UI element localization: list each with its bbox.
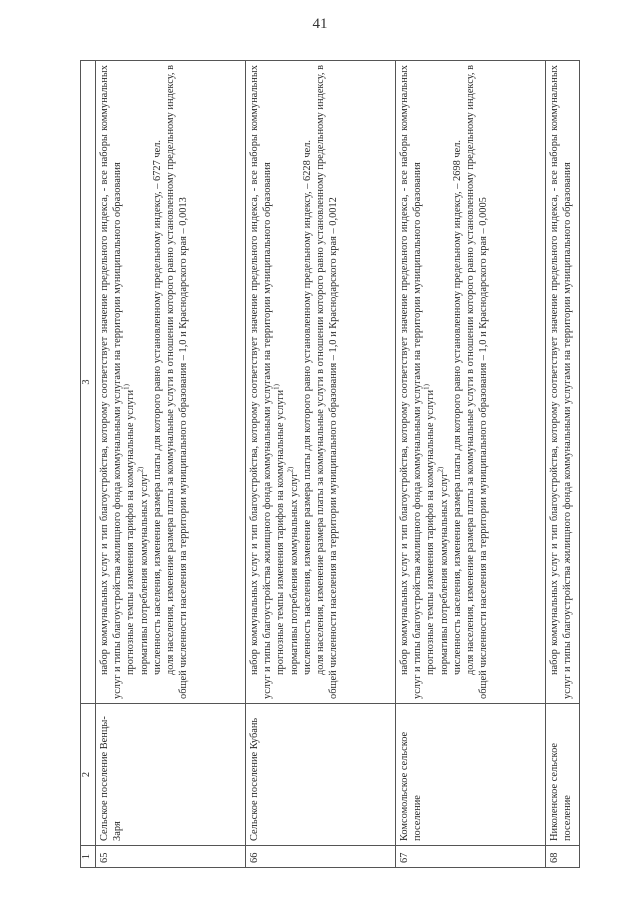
services-set-text: набор коммунальных услуг и тип благоустройства, которому соответствует значение предельного индекса, - все наборы коммунальных услуг и типы благоустройства жилищного фонда коммунальными услугами на территории муниципального образования (399, 65, 424, 699)
municipal-index-table (80, 60, 580, 868)
table-row (396, 61, 546, 868)
settlement-name: Николенское сельское поселение (546, 704, 580, 846)
index-description (96, 61, 246, 704)
consumption-norms-text: нормативы потребления коммунальных услуг$^{2)}$ (286, 466, 300, 675)
column-header-3: 3 (81, 61, 96, 704)
consumption-norms-text: нормативы потребления коммунальных услуг$^{2)}$ (136, 466, 150, 675)
table-row (546, 61, 580, 868)
services-set-text: набор коммунальных услуг и тип благоустройства, которому соответствует значение предельного индекса, - все наборы коммунальных услуг и типы благоустройства жилищного фонда коммунальными услугами на территории муниципального образования (249, 65, 274, 699)
index-description (246, 61, 396, 704)
column-header-1: 1 (81, 846, 96, 868)
rotated-table-container (80, 60, 580, 868)
row-number: 65 (96, 846, 246, 868)
settlement-name: Сельское поселение Венцы-Заря (96, 704, 246, 846)
population-text: численность населения, изменение размера платы для которого равно установленному предельному индексу, – 6727 чел. (151, 139, 163, 675)
column-header-2: 2 (81, 704, 96, 846)
population-text: численность населения, изменение размера платы для которого равно установленному предельному индексу, – 2698 чел. (451, 139, 463, 675)
population-share-text: доля населения, изменение размера платы за коммунальные услуги в отношении которого равно установленному предельному индексу, в общей численности населения на территории муниципального образования – 1,0 и Краснодарского края – 0,0012 (315, 65, 340, 699)
tariff-rate-text: прогнозные темпы изменения тарифов на коммунальные услуги$^{1)}$ (272, 384, 287, 675)
row-number: 67 (396, 846, 546, 868)
table-row (246, 61, 396, 868)
index-description (546, 61, 580, 704)
services-set-text: набор коммунальных услуг и тип благоустройства, которому соответствует значение предельного индекса, - все наборы коммунальных услуг и типы благоустройства жилищного фонда коммунальными услугами на территории муниципального образования (549, 65, 574, 699)
row-number: 68 (546, 846, 580, 868)
population-text: численность населения, изменение размера платы для которого равно установленному предельному индексу, – 6228 чел. (301, 139, 313, 675)
table-row (96, 61, 246, 868)
page-number: 41 (312, 16, 328, 32)
tariff-rate-text: прогнозные темпы изменения тарифов на коммунальные услуги$^{1)}$ (422, 384, 437, 675)
tariff-rate-text: прогнозные темпы изменения тарифов на коммунальные услуги$^{1)}$ (122, 384, 137, 675)
index-description (396, 61, 546, 704)
population-share-text: доля населения, изменение размера платы за коммунальные услуги в отношении которого равно установленному предельному индексу, в общей численности населения на территории муниципального образования – 1,0 и Краснодарского края – 0,0013 (165, 65, 190, 699)
population-share-text: доля населения, изменение размера платы за коммунальные услуги в отношении которого равно установленному предельному индексу, в общей численности населения на территории муниципального образования – 1,0 и Краснодарского края – 0,0005 (465, 65, 490, 699)
column-number-row (81, 61, 96, 868)
row-number: 66 (246, 846, 396, 868)
consumption-norms-text: нормативы потребления коммунальных услуг$^{2)}$ (436, 466, 450, 675)
settlement-name: Комсомольское сельское поселение (396, 704, 546, 846)
services-set-text: набор коммунальных услуг и тип благоустройства, которому соответствует значение предельного индекса, - все наборы коммунальных услуг и типы благоустройства жилищного фонда коммунальными услугами на территории муниципального образования (99, 65, 124, 699)
settlement-name: Сельское поселение Кубань (246, 704, 396, 846)
